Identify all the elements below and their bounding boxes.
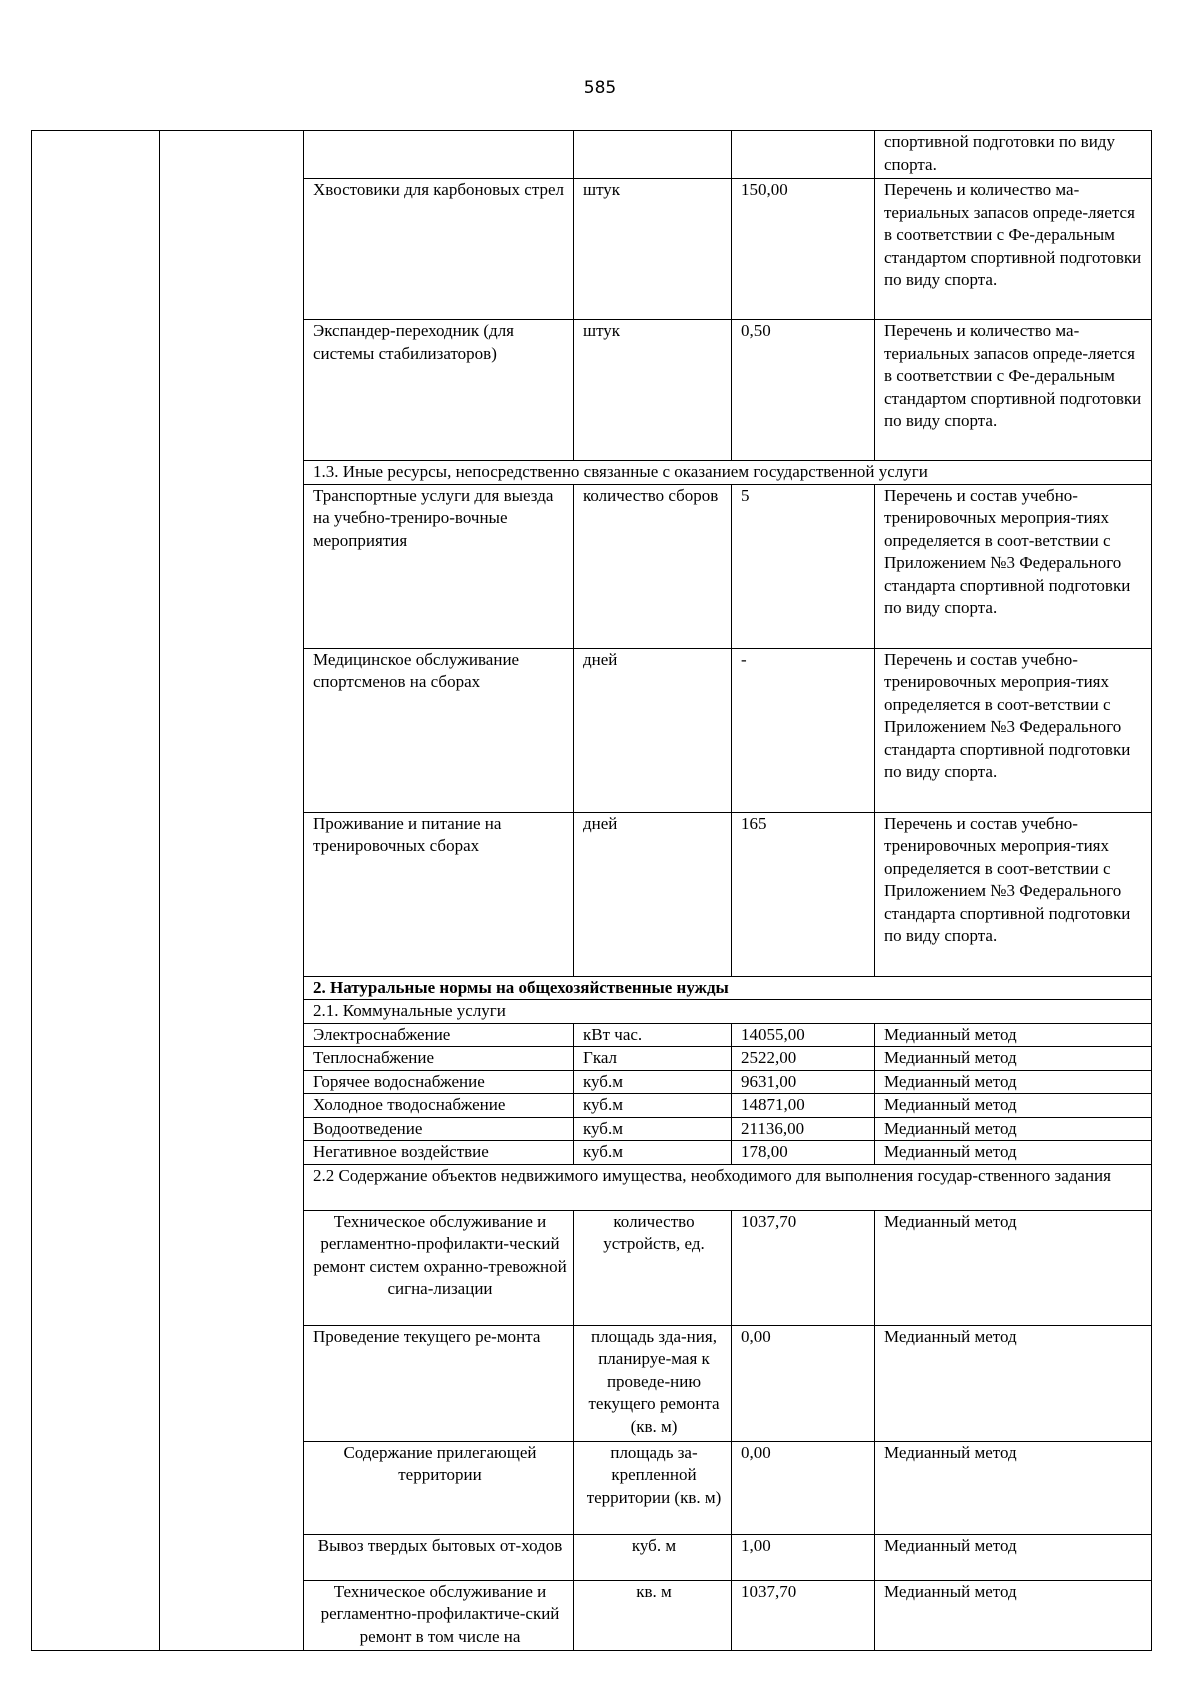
utility-value: 14055,00: [732, 1023, 875, 1047]
utility-method: Медианный метод: [875, 1141, 1152, 1165]
value: [732, 131, 875, 179]
unit: количество сборов: [574, 484, 732, 648]
note: Перечень и состав учебно-тренировочных мероприя-тиях определяется в соот-ветствии с Приложением №3 Федерального стандарта спортивной подготовки по виду спорта.: [875, 648, 1152, 812]
property-method: Медианный метод: [875, 1580, 1152, 1650]
property-value: 1,00: [732, 1534, 875, 1580]
table-row: [32, 131, 1152, 179]
unit: штук: [574, 179, 732, 320]
section-2-1-title: 2.1. Коммунальные услуги: [304, 1000, 1152, 1024]
property-value: 0,00: [732, 1441, 875, 1534]
note: Перечень и состав учебно-тренировочных мероприя-тиях определяется в соот-ветствии с Приложением №3 Федерального стандарта спортивной подготовки по виду спорта.: [875, 812, 1152, 976]
utility-value: 2522,00: [732, 1047, 875, 1071]
utility-method: Медианный метод: [875, 1094, 1152, 1118]
utility-unit: куб.м: [574, 1141, 732, 1165]
value: 150,00: [732, 179, 875, 320]
property-unit: количество устройств, ед.: [574, 1210, 732, 1325]
value: 0,50: [732, 320, 875, 461]
utility-method: Медианный метод: [875, 1070, 1152, 1094]
utility-value: 14871,00: [732, 1094, 875, 1118]
utility-method: Медианный метод: [875, 1117, 1152, 1141]
unit: дней: [574, 648, 732, 812]
note: Перечень и количество ма-териальных запасов опреде-ляется в соответствии с Фе-деральным стандартом спортивной подготовки по виду спорта.: [875, 320, 1152, 461]
utility-unit: куб.м: [574, 1070, 732, 1094]
property-name: Техническое обслуживание и регламентно-профилакти-ческий ремонт систем охранно-тревожной сигна-лизации: [304, 1210, 574, 1325]
unit: штук: [574, 320, 732, 461]
utility-method: Медианный метод: [875, 1023, 1152, 1047]
note: Перечень и состав учебно-тренировочных мероприя-тиях определяется в соот-ветствии с Приложением №3 Федерального стандарта спортивной подготовки по виду спорта.: [875, 484, 1152, 648]
note: Перечень и количество ма-териальных запасов опреде-ляется в соответствии с Фе-деральным стандартом спортивной подготовки по виду спорта.: [875, 179, 1152, 320]
utility-value: 9631,00: [732, 1070, 875, 1094]
utility-unit: кВт час.: [574, 1023, 732, 1047]
resource-name: Экспандер-переходник (для системы стабилизаторов): [304, 320, 574, 461]
property-method: Медианный метод: [875, 1325, 1152, 1441]
section-1-3-title: 1.3. Иные ресурсы, непосредственно связанные с оказанием государственной услуги: [304, 461, 1152, 485]
property-unit: площадь за-крепленной территории (кв. м): [574, 1441, 732, 1534]
resource-name: [304, 131, 574, 179]
utility-name: Холодное тводоснабжение: [304, 1094, 574, 1118]
property-value: 1037,70: [732, 1210, 875, 1325]
property-value: 1037,70: [732, 1580, 875, 1650]
utility-value: 178,00: [732, 1141, 875, 1165]
section-2-2-title: 2.2 Содержание объектов недвижимого имущества, необходимого для выполнения государ-ственного задания: [304, 1164, 1152, 1210]
utility-unit: Гкал: [574, 1047, 732, 1071]
utility-name: Электроснабжение: [304, 1023, 574, 1047]
utility-unit: куб.м: [574, 1094, 732, 1118]
property-method: Медианный метод: [875, 1534, 1152, 1580]
value: -: [732, 648, 875, 812]
utility-value: 21136,00: [732, 1117, 875, 1141]
utility-name: Негативное воздействие: [304, 1141, 574, 1165]
left-blank-column-1: [32, 131, 160, 1651]
left-blank-column-2: [160, 131, 304, 1651]
value: 165: [732, 812, 875, 976]
utility-unit: куб.м: [574, 1117, 732, 1141]
utility-name: Горячее водоснабжение: [304, 1070, 574, 1094]
page-number: 585: [583, 78, 617, 98]
property-name: Техническое обслуживание и регламентно-профилактиче-ский ремонт в том числе на: [304, 1580, 574, 1650]
utility-method: Медианный метод: [875, 1047, 1152, 1071]
property-unit: площадь зда-ния, планируе-мая к проведе-нию текущего ремонта (кв. м): [574, 1325, 732, 1441]
unit: [574, 131, 732, 179]
value: 5: [732, 484, 875, 648]
property-method: Медианный метод: [875, 1441, 1152, 1534]
property-name: Проведение текущего ре-монта: [304, 1325, 574, 1441]
unit: дней: [574, 812, 732, 976]
property-name: Вывоз твердых бытовых от-ходов: [304, 1534, 574, 1580]
resource-name: Проживание и питание на тренировочных сборах: [304, 812, 574, 976]
norms-table: [31, 130, 1152, 1651]
utility-name: Водоотведение: [304, 1117, 574, 1141]
section-2-title: 2. Натуральные нормы на общехозяйственные нужды: [304, 976, 1152, 1000]
property-method: Медианный метод: [875, 1210, 1152, 1325]
property-value: 0,00: [732, 1325, 875, 1441]
property-name: Содержание прилегающей территории: [304, 1441, 574, 1534]
resource-name: Медицинское обслуживание спортсменов на сборах: [304, 648, 574, 812]
resource-name: Транспортные услуги для выезда на учебно-трениро-вочные мероприятия: [304, 484, 574, 648]
resource-name: Хвостовики для карбоновых стрел: [304, 179, 574, 320]
utility-name: Теплоснабжение: [304, 1047, 574, 1071]
note: спортивной подготовки по виду спорта.: [875, 131, 1152, 179]
property-unit: куб. м: [574, 1534, 732, 1580]
property-unit: кв. м: [574, 1580, 732, 1650]
